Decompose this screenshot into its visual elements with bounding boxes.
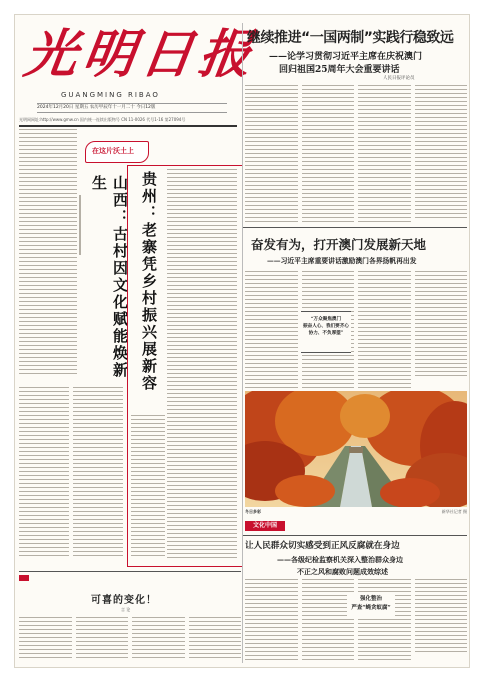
second-subtitle: ——习近平主席重要讲话激励澳门各界扬帆再出发: [267, 257, 417, 265]
guizhou-lower-text: [131, 415, 165, 561]
masthead-issue-line: [37, 103, 227, 113]
shanxi-byline: [79, 195, 87, 265]
guizhou-headline: 贵州：老寨凭乡村振兴展新容: [140, 171, 158, 392]
pullquote-box: [301, 311, 351, 353]
newspaper-page: [14, 14, 470, 668]
shanxi-body-text: [19, 387, 123, 563]
culture-tag: [245, 521, 285, 531]
small-box-title-2: 严查“蝇贪蚁腐”: [351, 605, 391, 611]
third-title: 让人民群众切实感受到正风反腐就在身边: [245, 541, 400, 551]
feature-tag-label: 在这片沃土上: [92, 146, 134, 155]
second-body-text: [245, 271, 467, 389]
third-subtitle-1: ——各级纪检监察机关深入整治群众身边: [277, 555, 403, 564]
masthead-rule: [19, 125, 237, 127]
commentary-tag: [19, 575, 29, 581]
left-column-text: [19, 129, 77, 379]
feature-tag: [85, 141, 149, 163]
lead-body-text: [245, 85, 467, 225]
lead-title: 继续推进“一国两制”实践行稳致远: [247, 30, 454, 46]
second-title: 奋发有为，打开澳门发展新天地: [251, 237, 427, 252]
column-divider: [242, 23, 243, 663]
bottom-divider: [19, 571, 241, 572]
autumn-canal-photo: [245, 391, 467, 507]
culture-tag-label: 文化中国: [252, 522, 277, 529]
photo-credit: 新华社记者 摄: [441, 509, 467, 514]
bottom-title: 可喜的变化！: [91, 595, 157, 606]
lead-subtitle-1: ——论学习贯彻习近平主席在庆祝澳门: [269, 52, 423, 62]
guizhou-body-text: [167, 169, 237, 561]
bottom-byline: 言 论: [121, 607, 131, 612]
masthead-title: 光明日报: [20, 24, 262, 85]
lead-subtitle-2: 回归祖国25周年大会重要讲话: [279, 65, 400, 75]
shanxi-headline: 山西：古村因文化赋能焕新生: [90, 175, 129, 379]
third-subtitle-2: 不正之风和腐败问题成效综述: [297, 567, 388, 576]
photo-caption: [245, 509, 467, 519]
masthead-info-line: 光明网网址:http://www.gmw.cn 国内统一连续出版物号 CN 11-0026 代号1-16 第27094号: [19, 117, 186, 122]
photo-illustration: [245, 391, 467, 507]
small-box-title-1: 强化整治: [359, 596, 382, 602]
small-box: [347, 595, 395, 619]
third-body-text: [245, 579, 467, 663]
photo-caption-title: 冬日多彩: [245, 509, 261, 514]
pullquote-text: “万众聚焦澳门 振奋人心、我们要齐心 协力、不负厚望”: [303, 317, 349, 336]
masthead-pinyin: GUANGMING RIBAO: [61, 91, 160, 99]
lead-divider: [243, 227, 467, 228]
bottom-body-text: [19, 617, 241, 663]
issue-date: 2024年12月20日 星期五 农历甲辰年十一月二十 今日12版: [37, 105, 156, 110]
third-divider: [243, 535, 467, 536]
lead-byline: 人民日报评论员: [383, 76, 415, 81]
